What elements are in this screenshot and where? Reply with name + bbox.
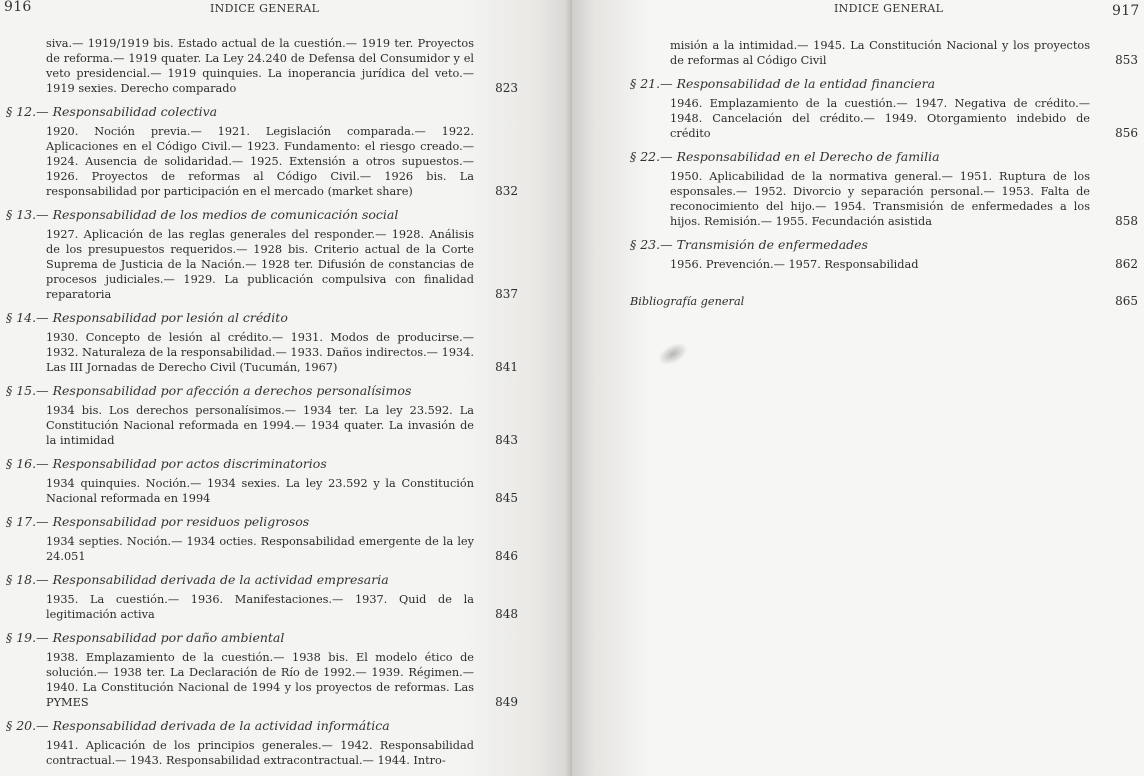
toc-entry xyxy=(46,476,518,506)
bibliography-page-number: 865 xyxy=(1115,294,1138,308)
toc-entry xyxy=(46,330,518,375)
toc-section xyxy=(6,103,518,199)
toc-entry xyxy=(46,124,518,199)
toc-section xyxy=(630,236,1138,272)
entry-page-number: 846 xyxy=(495,549,518,563)
entry-text: 1950. Aplicabilidad de la normativa general.— 1951. Ruptura de los esponsales.— 1952. Divorcio y separación personal.— 1953. Falta de reconocimiento del hijo.— 1954. Transmisión de enfermedades a los hijos. Remisión.— 1955. Fecundación asistida xyxy=(670,170,1090,228)
toc-section xyxy=(6,571,518,622)
section-heading: § 13.— Responsabilidad de los medios de comunicación social xyxy=(6,207,399,222)
section-heading: § 17.— Responsabilidad por residuos peligrosos xyxy=(6,514,310,529)
entry-page-number: 862 xyxy=(1115,257,1138,271)
left-toc xyxy=(6,36,518,775)
toc-section xyxy=(630,75,1138,141)
entry-text: 1927. Aplicación de las reglas generales del responder.— 1928. Análisis de los presupuestos requeridos.— 1928 bis. Criterio actual de la Corte Suprema de Justicia de la Nación.— 1928 ter. Difusión de constancias de procesos judiciales.— 1929. La publicación compulsiva con finalidad reparatoria xyxy=(46,228,474,301)
entry-text: 1935. La cuestión.— 1936. Manifestaciones.— 1937. Quid de la legitimación activa xyxy=(46,593,474,621)
entry-text: 1938. Emplazamiento de la cuestión.— 1938 bis. El modelo ético de solución.— 1938 ter. La Declaración de Río de 1992.— 1939. Régimen.— 1940. La Constitución Nacional de 1994 y los proyectos de reformas. Las PYMES xyxy=(46,651,474,709)
entry-page-number: 858 xyxy=(1115,214,1138,228)
bibliography-entry xyxy=(630,294,1138,309)
toc-entry-continued xyxy=(6,36,518,96)
right-page-number: 917 xyxy=(1112,3,1140,19)
entry-text: 1934 quinquies. Noción.— 1934 sexies. La ley 23.592 y la Constitución Nacional reformada en 1994 xyxy=(46,477,474,505)
entry-page-number: 849 xyxy=(495,695,518,709)
section-heading: § 21.— Responsabilidad de la entidad financiera xyxy=(630,76,936,91)
toc-entry xyxy=(670,96,1138,141)
toc-entry-continued xyxy=(630,38,1138,68)
section-heading: § 19.— Responsabilidad por daño ambiental xyxy=(6,630,285,645)
entry-page-number: 832 xyxy=(495,184,518,198)
section-heading: § 18.— Responsabilidad derivada de la actividad empresaria xyxy=(6,572,389,587)
toc-section xyxy=(6,309,518,375)
toc-entry xyxy=(46,403,518,448)
entry-text: siva.— 1919/1919 bis. Estado actual de la cuestión.— 1919 ter. Proyectos de reforma.— 1919 quater. La Ley 24.240 de Defensa del Consumidor y el veto presidencial.— 1919 quinquies. La inoperancia jurídica del veto.— 1919 sexies. Derecho comparado xyxy=(46,37,474,95)
section-heading: § 22.— Responsabilidad en el Derecho de familia xyxy=(630,149,940,164)
toc-section xyxy=(6,629,518,710)
toc-section xyxy=(6,206,518,302)
entry-text: misión a la intimidad.— 1945. La Constitución Nacional y los proyectos de reformas al Código Civil xyxy=(670,39,1090,67)
section-heading: § 16.— Responsabilidad por actos discriminatorios xyxy=(6,456,327,471)
entry-text: 1941. Aplicación de los principios generales.— 1942. Responsabilidad contractual.— 1943. Responsabilidad extracontractual.— 1944. Intro- xyxy=(46,739,474,767)
right-running-head: INDICE GENERAL xyxy=(834,2,944,15)
entry-text: 1934 septies. Noción.— 1934 octies. Responsabilidad emergente de la ley 24.051 xyxy=(46,535,474,563)
entry-page-number: 823 xyxy=(495,81,518,95)
toc-entry xyxy=(46,227,518,302)
entry-text: 1930. Concepto de lesión al crédito.— 1931. Modos de producirse.— 1932. Naturaleza de la responsabilidad.— 1933. Daños indirectos.— 1934. Las III Jornadas de Derecho Civil (Tucumán, 1967) xyxy=(46,331,474,374)
toc-entry xyxy=(670,257,1138,272)
entry-text: 1934 bis. Los derechos personalísimos.— 1934 ter. La ley 23.592. La Constitución Nacional reformada en 1994.— 1934 quater. La invasión de la intimidad xyxy=(46,404,474,447)
entry-page-number: 856 xyxy=(1115,126,1138,140)
toc-entry xyxy=(46,738,518,768)
toc-section xyxy=(6,513,518,564)
toc-entry xyxy=(46,534,518,564)
toc-entry xyxy=(46,650,518,710)
toc-entry xyxy=(46,592,518,622)
entry-page-number: 843 xyxy=(495,433,518,447)
toc-section xyxy=(630,148,1138,229)
section-heading: § 15.— Responsabilidad por afección a derechos personalísimos xyxy=(6,383,412,398)
entry-text: 1920. Noción previa.— 1921. Legislación comparada.— 1922. Aplicaciones en el Código Civil.— 1923. Fundamento: el riesgo creado.— 1924. Ausencia de solidaridad.— 1925. Extensión a otros supuestos.— 1926. Proyectos de reformas al Código Civil.— 1926 bis. La responsabilidad por participación en el mercado (market share) xyxy=(46,125,474,198)
toc-section xyxy=(6,455,518,506)
section-heading: § 23.— Transmisión de enfermedades xyxy=(630,237,868,252)
left-page-number: 916 xyxy=(4,0,32,15)
section-heading: § 12.— Responsabilidad colectiva xyxy=(6,104,218,119)
right-sections-list xyxy=(630,75,1138,272)
left-sections-list xyxy=(6,103,518,768)
section-heading: § 14.— Responsabilidad por lesión al crédito xyxy=(6,310,288,325)
entry-page-number: 848 xyxy=(495,607,518,621)
right-toc xyxy=(630,38,1138,313)
toc-section xyxy=(6,717,518,768)
toc-entry xyxy=(670,169,1138,229)
entry-page-number: 837 xyxy=(495,287,518,301)
entry-text: 1956. Prevención.— 1957. Responsabilidad xyxy=(670,258,919,271)
toc-section xyxy=(6,382,518,448)
entry-text: 1946. Emplazamiento de la cuestión.— 1947. Negativa de crédito.— 1948. Cancelación del crédito.— 1949. Otorgamiento indebido de crédito xyxy=(670,97,1090,140)
right-page xyxy=(572,0,1144,776)
bibliography-label: Bibliografía general xyxy=(630,295,745,308)
entry-page-number: 845 xyxy=(495,491,518,505)
section-heading: § 20.— Responsabilidad derivada de la actividad informática xyxy=(6,718,390,733)
left-running-head: INDICE GENERAL xyxy=(210,2,320,15)
entry-page-number: 841 xyxy=(495,360,518,374)
entry-page-number: 853 xyxy=(1115,53,1138,67)
